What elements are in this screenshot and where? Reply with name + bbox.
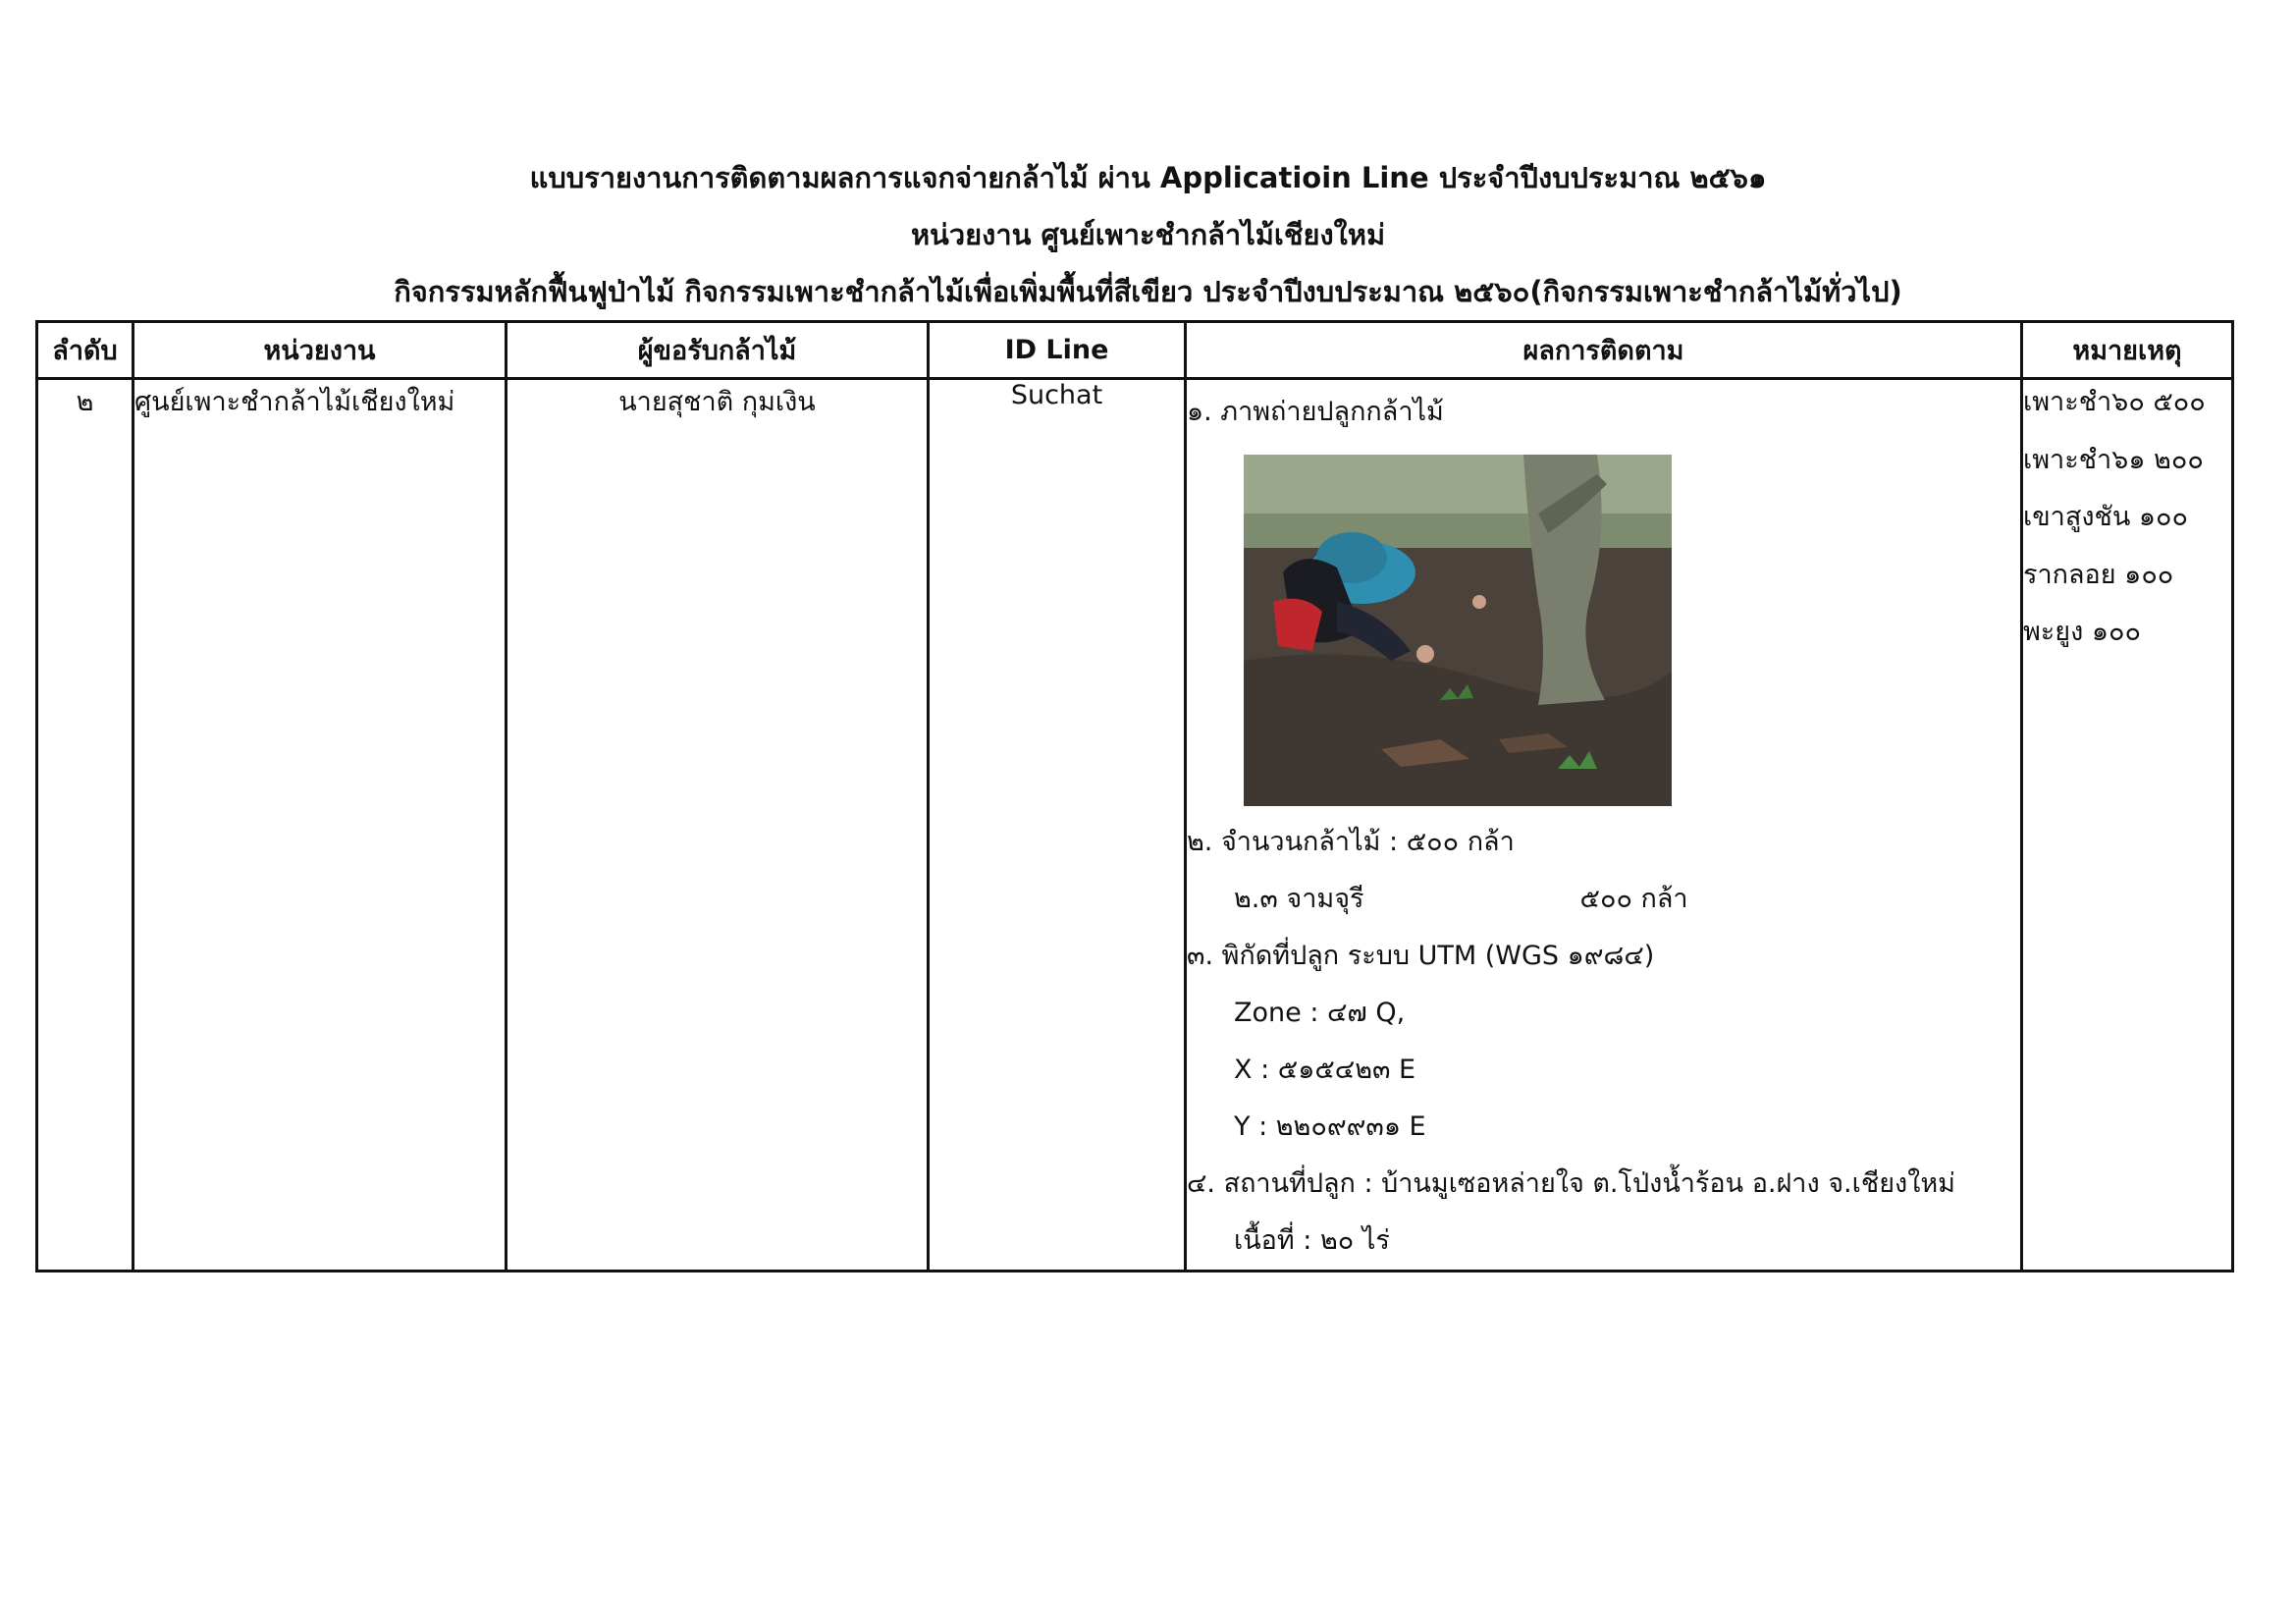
cell-id-line: Suchat — [929, 379, 1186, 1272]
note-item: เขาสูงชัน ๑๐๐ — [2023, 502, 2188, 532]
report-agency: หน่วยงาน ศูนย์เพาะชำกล้าไม้เชียงใหม่ — [910, 218, 1386, 251]
table-header-row — [37, 322, 2233, 379]
species-name: ๒.๓ จามจุรี — [1234, 884, 1364, 914]
col-header-notes: หมายเหตุ — [2022, 322, 2233, 379]
utm-y: Y : ๒๒๐๙๙๓๑ E — [1234, 1111, 1426, 1142]
col-header-no: ลำดับ — [37, 322, 133, 379]
utm-x: X : ๕๑๕๔๒๓ E — [1234, 1055, 1416, 1085]
planting-location: ๔. สถานที่ปลูก : บ้านมูเซอหล่ายใจ ต.โป่งน้ำร้อน อ.ฝาง จ.เชียงใหม่ — [1187, 1168, 1955, 1199]
table-row — [37, 379, 2233, 1272]
photo-caption: ๑. ภาพถ่ายปลูกกล้าไม้ — [1187, 397, 1444, 427]
note-item: พะยูง ๑๐๐ — [2023, 617, 2141, 647]
col-header-requester: ผู้ขอรับกล้าไม้ — [507, 322, 929, 379]
cell-no: ๒ — [37, 379, 133, 1272]
report-activity: กิจกรรมหลักฟื้นฟูป่าไม้ กิจกรรมเพาะชำกล้าไม้เพื่อเพิ่มพื้นที่สีเขียว ประจำปีงบประมาณ ๒๕๖๐(กิจกรรมเพาะชำกล้าไม้ทั่วไป) — [394, 275, 1902, 308]
planting-area: เนื้อที่ : ๒๐ ไร่ — [1234, 1225, 1390, 1256]
note-item: เพาะชำ๖๐ ๕๐๐ — [2023, 387, 2206, 417]
cell-unit: ศูนย์เพาะชำกล้าไม้เชียงใหม่ — [133, 379, 507, 1272]
planting-photo — [1244, 455, 1672, 806]
col-header-unit: หน่วยงาน — [133, 322, 507, 379]
report-table — [35, 320, 2234, 1272]
planting-photo-image — [1244, 455, 1672, 806]
report-title: แบบรายงานการติดตามผลการแจกจ่ายกล้าไม้ ผ่าน Applicatioin Line ประจำปีงบประมาณ ๒๕๖๑ — [529, 161, 1767, 194]
cell-requester: นายสุชาติ กุมเงิน — [507, 379, 929, 1272]
cell-notes — [2022, 379, 2233, 1272]
col-header-result: ผลการติดตาม — [1186, 322, 2022, 379]
species-line — [1187, 871, 2020, 928]
coordinate-heading: ๓. พิกัดที่ปลูก ระบบ UTM (WGS ๑๙๘๔) — [1187, 941, 1655, 971]
note-item: รากลอย ๑๐๐ — [2023, 559, 2174, 590]
note-item: เพาะชำ๖๑ ๒๐๐ — [2023, 444, 2204, 475]
cell-result — [1186, 379, 2022, 1272]
col-header-id-line: ID Line — [929, 322, 1186, 379]
utm-zone: Zone : ๔๗ Q, — [1234, 998, 1406, 1028]
seedling-count: ๒. จำนวนกล้าไม้ : ๕๐๐ กล้า — [1187, 827, 1515, 857]
species-count: ๕๐๐ กล้า — [1579, 884, 1688, 914]
